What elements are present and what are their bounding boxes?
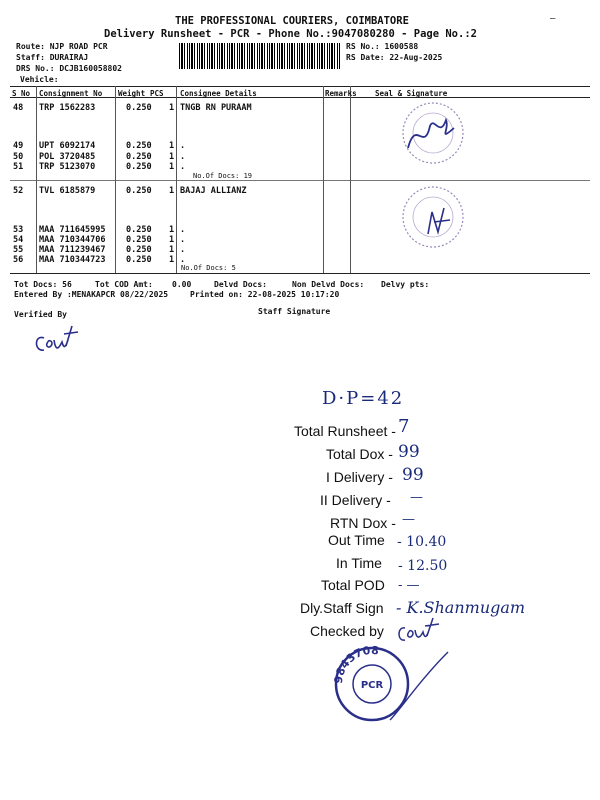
printed-on: Printed on: 22-08-2025 10:17:20 bbox=[190, 290, 340, 299]
rtn-dox-label: RTN Dox - bbox=[330, 515, 396, 531]
rtn-dox-value: — bbox=[402, 512, 415, 527]
out-time-value: - 10.40 bbox=[397, 534, 447, 550]
second-delivery-value: — bbox=[410, 490, 423, 505]
rs-date: RS Date: 22-Aug-2025 bbox=[346, 53, 443, 62]
staff-text: Staff: DURAIRAJ bbox=[16, 53, 89, 62]
group1-doc-count: No.Of Docs: 19 bbox=[193, 172, 253, 180]
barcode bbox=[179, 43, 341, 69]
verified-by: Verified By bbox=[14, 310, 67, 319]
seal-stamp-2 bbox=[398, 182, 468, 252]
vehicle-text: Vehicle: bbox=[20, 75, 59, 84]
col-divider bbox=[350, 86, 351, 273]
dly-staff-sign-label: Dly.Staff Sign bbox=[300, 600, 384, 616]
col-divider bbox=[36, 86, 37, 273]
total-dox-value: 99 bbox=[398, 442, 420, 462]
stamp-ring-text: 9843708 bbox=[331, 643, 380, 685]
staff-signature-label: Staff Signature bbox=[258, 307, 331, 316]
second-delivery-label: II Delivery - bbox=[320, 492, 391, 508]
entered-by: Entered By :MENAKAPCR 08/22/2025 bbox=[14, 290, 169, 299]
header-consignment: Consignment No bbox=[39, 89, 103, 98]
document-subtitle: Delivery Runsheet - PCR - Phone No.:9047080280 - Page No.:2 bbox=[104, 28, 477, 40]
rs-number: RS No.: 1600588 bbox=[346, 42, 419, 51]
header-pcs: PCS bbox=[150, 89, 164, 98]
header-weight: Weight bbox=[118, 89, 146, 98]
total-cod-label: Tot COD Amt: bbox=[95, 280, 153, 289]
in-time-value: - 12.50 bbox=[398, 558, 448, 574]
first-delivery-value: 99 bbox=[402, 465, 424, 485]
col-divider bbox=[176, 86, 177, 273]
table-bottom-rule bbox=[10, 273, 590, 274]
delivered-docs: Delvd Docs: bbox=[214, 280, 267, 289]
in-time-label: In Time bbox=[336, 555, 382, 571]
header-sno: S No bbox=[12, 89, 31, 98]
header-seal-signature: Seal & Signature bbox=[375, 89, 448, 98]
dp-note: D·P=42 bbox=[322, 388, 405, 409]
svg-text:9843708 bbox=[332, 644, 380, 685]
total-runsheet-label: Total Runsheet - bbox=[294, 423, 396, 439]
group-divider bbox=[10, 180, 590, 181]
total-pod-label: Total POD bbox=[321, 577, 385, 593]
corner-mark: – bbox=[550, 14, 556, 24]
drs-text: DRS No.: DCJB160058802 bbox=[16, 64, 122, 73]
header-remarks: Remarks bbox=[325, 89, 357, 98]
total-pod-value: - — bbox=[398, 578, 420, 593]
group2-doc-count: No.Of Docs: 5 bbox=[181, 264, 236, 272]
header-consignee: Consignee Details bbox=[180, 89, 257, 98]
non-delivered-docs: Non Delvd Docs: bbox=[292, 280, 365, 289]
table-top-rule bbox=[10, 86, 590, 87]
company-stamp bbox=[330, 640, 460, 740]
col-divider bbox=[323, 86, 324, 273]
route-text: Route: NJP ROAD PCR bbox=[16, 42, 108, 51]
seal-stamp-1 bbox=[398, 98, 468, 168]
verifier-signature bbox=[30, 320, 100, 360]
total-docs: Tot Docs: 56 bbox=[14, 280, 72, 289]
checked-by-label: Checked by bbox=[310, 623, 384, 639]
col-divider bbox=[115, 86, 116, 273]
dly-staff-sign-value: - K.Shanmugam bbox=[396, 598, 526, 617]
delivery-points: Delvy pts: bbox=[381, 280, 430, 289]
total-cod-value: 0.00 bbox=[172, 280, 192, 289]
first-delivery-label: I Delivery - bbox=[326, 469, 393, 485]
total-runsheet-value: 7 bbox=[398, 416, 410, 437]
document-title: THE PROFESSIONAL COURIERS, COIMBATORE bbox=[175, 15, 409, 27]
stamp-center-text: PCR bbox=[360, 680, 384, 691]
out-time-label: Out Time bbox=[328, 532, 385, 548]
total-dox-label: Total Dox - bbox=[326, 446, 393, 462]
